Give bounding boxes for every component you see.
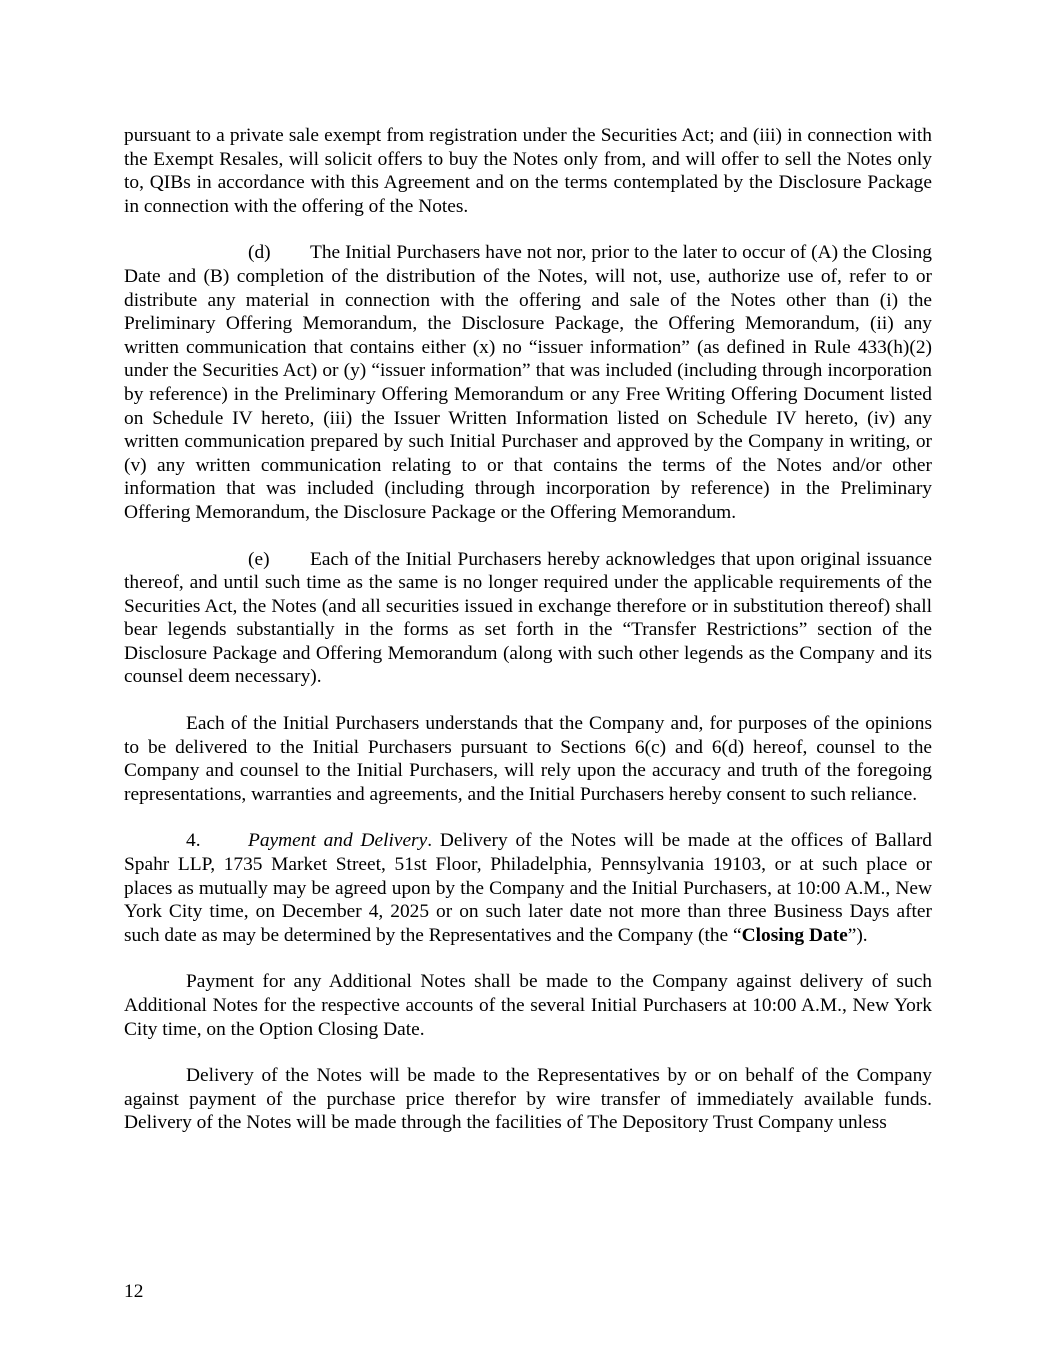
section-number-4: 4. [186,830,201,852]
section-text-part-1: . Delivery of the Notes will be made at the offices of Ballard Spahr LLP, 1735 Market Street, 51st Floor, Philadelphia, Pennsylvania 19103, or at such place or places as mutually may be agreed upon by the Company and the Initial Purchasers, at 10:00 A.M., New York City time, on December 4, 2025 or on such later date not more than three Business Days after such date as may be determined by the Representatives and the Company (the “ [124,830,932,946]
paragraph-exempt-resales: pursuant to a private sale exempt from registration under the Securities Act; and (iii) in connection with the Exempt Resales, will solicit offers to buy the Notes only from, and will offer to sell the Notes only to, QIBs in accordance with this Agreement and on the terms contemplated by the Disclosure Package in connection with the offering of the Notes. [124,125,932,217]
paragraph-additional-notes: Payment for any Additional Notes shall be made to the Company against delivery of such Additional Notes for the respective accounts of the several Initial Purchasers at 10:00 A.M., New York City time, on the Option Closing Date. [124,971,932,1040]
clause-text-e: Each of the Initial Purchasers hereby acknowledges that upon original issuance thereof, and until such time as the same is no longer required under the applicable requirements of the Securities Act, the Notes (and all securities issued in exchange therefore or in substitution thereof) shall bear legends substantially in the forms as set forth in the “Transfer Restrictions” section of the Disclosure Package and Offering Memorandum (along with such other legends as the Company and its counsel deem necessary). [124,548,932,688]
paragraph-d-offering-materials [124,241,932,524]
paragraph-delivery-of-notes: Delivery of the Notes will be made to the Representatives by or on behalf of the Company against payment of the purchase price therefor by wire transfer of immediately available funds. Delivery of the Notes will be made through the facilities of The Depository Trust Company unless [124,1065,932,1134]
clause-label-d: (d) [248,242,271,264]
defined-term-closing-date: Closing Date [741,924,848,946]
clause-label-e: (e) [248,548,270,570]
paragraph-reliance: Each of the Initial Purchasers understands that the Company and, for purposes of the opinions to be delivered to the Initial Purchasers pursuant to Sections 6(c) and 6(d) hereof, counsel to the Company and counsel to the Initial Purchasers, will rely upon the accuracy and truth of the foregoing representations, warranties and agreements, and the Initial Purchasers hereby consent to such reliance. [124,713,932,805]
section-text-part-2: ”). [847,924,868,946]
paragraph-e-legends [124,548,932,690]
document-page [124,124,932,1158]
page-number: 12 [124,1281,144,1302]
section-heading: Payment and Delivery [248,830,428,852]
clause-text-d: The Initial Purchasers have not nor, prior to the later to occur of (A) the Closing Date and (B) completion of the distribution of the Notes, will not, use, authorize use of, refer to or distribute any material in connection with the offering and sale of the Notes other than (i) the Preliminary Offering Memorandum, the Disclosure Package, the Offering Memorandum, (ii) any written communication that contains either (x) no “issuer information” (as defined in Rule 433(h)(2) under the Securities Act) or (y) “issuer information” that was included (including through incorporation by reference) in the Preliminary Offering Memorandum or any Free Writing Offering Document listed on Schedule IV hereto, (iii) the Issuer Written Information listed on Schedule IV hereto, (iv) any written communication prepared by such Initial Purchaser and approved by the Company in writing, or (v) any written communication relating to or that contains the terms of the Notes and/or other information that was included (including through incorporation by reference) in the Preliminary Offering Memorandum, the Disclosure Package or the Offering Memorandum. [124,242,932,523]
section-4-payment-and-delivery [124,829,932,947]
